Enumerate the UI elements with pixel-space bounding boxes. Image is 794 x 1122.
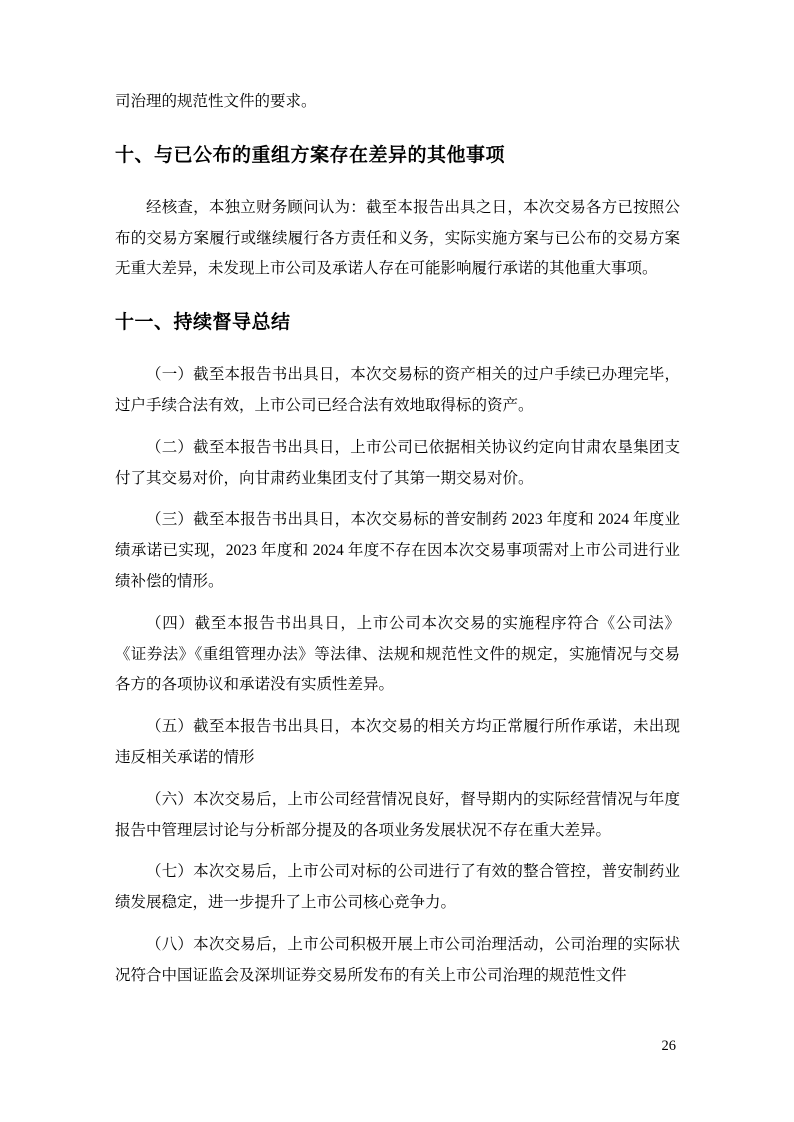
section-11-paragraph-8: （八）本次交易后，上市公司积极开展上市公司治理活动，公司治理的实际状况符合中国证监会及深圳证券交易所发布的有关上市公司治理的规范性文件	[115, 935, 680, 984]
section-11-paragraph-3: （三）截至本报告书出具日，本次交易标的普安制药 2023 年度和 2024 年度业绩承诺已实现，2023 年度和 2024 年度不存在因本次交易事项需对上市公司进行业绩补偿的情形。	[115, 511, 680, 590]
section-11-paragraph-6: （六）本次交易后，上市公司经营情况良好，督导期内的实际经营情况与年度报告中管理层讨论与分析部分提及的各项业务发展状况不存在重大差异。	[115, 790, 680, 839]
section-11-paragraph-2: （二）截至本报告书出具日，上市公司已依据相关协议约定向甘肃农垦集团支付了其交易对价，向甘肃药业集团支付了其第一期交易对价。	[115, 438, 680, 487]
section-11-paragraph-7: （七）本次交易后，上市公司对标的公司进行了有效的整合管控，普安制药业绩发展稳定，进一步提升了上市公司核心竞争力。	[115, 863, 680, 912]
section-11-heading: 十一、持续督导总结	[115, 312, 291, 334]
section-11-paragraph-4: （四）截至本报告书出具日，上市公司本次交易的实施程序符合《公司法》《证券法》《重组管理办法》等法律、法规和规范性文件的规定，实施情况与交易各方的各项协议和承诺没有实质性差异。	[115, 614, 680, 694]
section-11-paragraph-1: （一）截至本报告书出具日，本次交易标的资产相关的过户手续已办理完毕，过户手续合法有效，上市公司已经合法有效地取得标的资产。	[115, 366, 680, 414]
section-10-paragraph-1: 经核查，本独立财务顾问认为：截至本报告出具之日，本次交易各方已按照公布的交易方案履行或继续履行各方责任和义务，实际实施方案与已公布的交易方案无重大差异，未发现上市公司及承诺人存在可能影响履行承诺的其他重大事项。	[115, 198, 680, 278]
section-11-paragraph-5: （五）截至本报告书出具日，本次交易的相关方均正常履行所作承诺，未出现违反相关承诺的情形	[115, 718, 680, 766]
page-number: 26	[661, 1038, 676, 1054]
section-10-heading: 十、与已公布的重组方案存在差异的其他事项	[115, 144, 506, 166]
paragraph-continuation: 司治理的规范性文件的要求。	[115, 93, 317, 110]
